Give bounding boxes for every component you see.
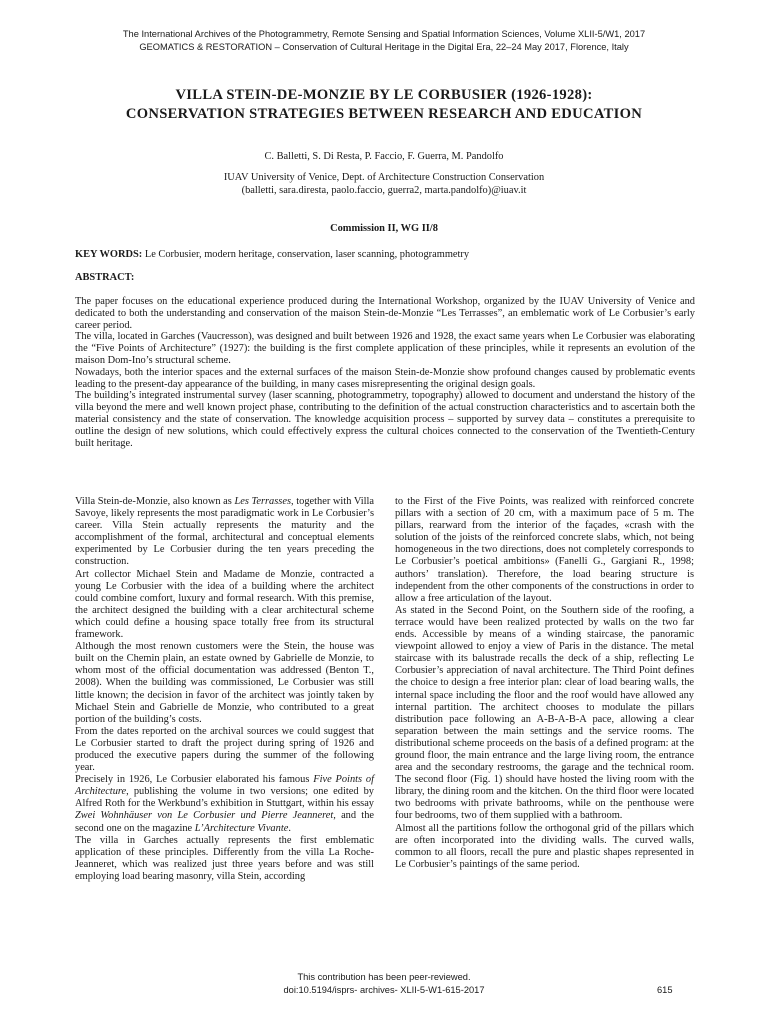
- body-paragraph: Almost all the partitions follow the orthogonal grid of the pillars which are often incorporated into the dividing walls. The curved walls, common to all floors, recall the pure and plastic shapes represented in Le Corbusier’s paintings of the same period.: [395, 822, 694, 870]
- affiliation: [0, 171, 768, 197]
- body-paragraph: As stated in the Second Point, on the Southern side of the roofing, a terrace would have been realized protected by walls on the two far ends. Accessible by means of a winding staircase, the panoramic viewpoint allowed to enjoy a view of Paris in the distance. The metal staircase with its balustrade recalls the deck of a ship, reflecting Le Corbusier’s appreciation of naval architecture. The Third Point defines the choice to design a free interior plan: clear of load bearing walls, the internal space including the floor and the roof would have allowed any internal partition. The architect chooses to modulate the pillars distribution pace following an A-B-A-B-A pace, allowing a clear separation between the main settings and the service rooms. The distributional scheme proceeds on the basis of a defined program: at the ground floor, the main entrance and the large living room, the entrance area and the secondary restrooms, the garage and the technical room. The second floor (Fig. 1) should have hosted the living room with the library, the dining room and the kitchen. On the third floor were located two bedrooms with private bathrooms, while on the penthouse were four bedrooms, two of them supplied with a bathroom.: [395, 604, 694, 822]
- commission-label: Commission II, WG II/8: [330, 223, 438, 234]
- body-paragraph: The villa in Garches actually represents the first emblematic application of these principles. Differently from the villa La Roche-Jeanneret, which was realized just three years before and was still employing load bearing masonry, villa Stein, according: [75, 834, 374, 882]
- page-footer: [0, 971, 768, 997]
- header-line-2: GEOMATICS & RESTORATION – Conservation of Cultural Heritage in the Digital Era, 22–24 May 2017, Florence, Italy: [139, 41, 629, 52]
- body-paragraph: Although the most renown customers were the Stein, the house was built on the Chemin plain, an estate owned by Gabrielle de Monzie, to whom most of the official documentation was addressed (Benton T., 2008). When the building was commissioned, Le Corbusier was still little known; the decision in favor of the architect was jointly taken by Michael Stein and Gabrielle de Monzie, who contributed to a great portion of the building’s costs.: [75, 641, 374, 725]
- page-number: 615: [657, 985, 673, 995]
- doi-link[interactable]: doi:10.5194/isprs- archives- XLII-5-W1-615-2017: [283, 984, 485, 995]
- body-paragraph: Villa Stein-de-Monzie, also known as Les Terrasses, together with Villa Savoye, likely represents the most paradigmatic work in Le Corbusier’s career. Villa Stein actually represents the maturity and the accomplishment of the formal, architectural and conceptual elements experimented by Le Corbusier during the ten years preceding the construction.: [75, 496, 374, 568]
- keywords-text: Le Corbusier, modern heritage, conservation, laser scanning, photogrammetry: [144, 249, 470, 260]
- author-list: C. Balletti, S. Di Resta, P. Faccio, F. Guerra, M. Pandolfo: [264, 151, 504, 162]
- paper-title: [0, 86, 768, 124]
- peer-review-note: This contribution has been peer-reviewed.: [297, 972, 471, 982]
- keywords-label: KEY WORDS:: [75, 249, 143, 260]
- running-header: [0, 28, 768, 53]
- abstract-paragraph-3: Nowadays, both the interior spaces and the external surfaces of the maison Stein-de-Monzie show profound changes caused by problematic events leading to the present-day appearance of the building, in many cases misrepresenting the original design goals.: [75, 366, 695, 390]
- affiliation-line-1: IUAV University of Venice, Dept. of Architecture Construction Conservation: [223, 172, 545, 183]
- abstract-heading: ABSTRACT:: [75, 272, 135, 283]
- abstract-paragraph-2: The villa, located in Garches (Vaucresson), was designed and built between 1926 and 1928, the exact same years when Le Corbusier was elaborating the “Five Points of Architecture” (1927): the building is the first complete application of these principles, while it represents an evolution of the maison Dom-Ino’s structural scheme.: [75, 331, 695, 366]
- abstract-paragraph-4: The building’s integrated instrumental survey (laser scanning, photogrammetry, topography) allowed to document and understand the history of the villa beyond the mere and well known project phase, contributing to the definition of the actual construction characteristics and to ascertain both the material consistency and the state of conservation. The knowledge acquisition process – supported by survey data – constitutes a prerequisite to outline the design of new solutions, which could effectively express the cultural choices connected to the conservation of the Twentieth-Century built heritage.: [75, 390, 695, 449]
- body-column-right: [395, 496, 694, 871]
- abstract-paragraph-1: The paper focuses on the educational experience produced during the International Workshop, organized by the IUAV University of Venice and dedicated to both the understanding and conservation of the maison Stein-de-Monzie “Les Terrasses”, an emblematic work of Le Corbusier’s early career period.: [75, 296, 695, 331]
- keywords: [75, 248, 695, 261]
- title-line-2: CONSERVATION STRATEGIES BETWEEN RESEARCH AND EDUCATION: [125, 106, 643, 122]
- body-paragraph: to the First of the Five Points, was realized with reinforced concrete pillars with a section of 20 cm, with a maximum pace of 5 m. The pillars, rearward from the interior of the façades, «crash with the solution of the joists of the reinforced concrete slabs, which, not being homogeneous in the two directions, does not completely corresponds to Le Corbusier’s poetical ambitions» (Fanelli G., Gargiani R., 1998; authors’ translation). Therefore, the load bearing structure is independent from the other components of the constructions in order to allow a free articulation of the layout.: [395, 496, 694, 604]
- body-paragraph: From the dates reported on the archival sources we could suggest that Le Corbusier started to draft the project during spring of 1926 and produced the executive papers during the summer of the following year.: [75, 725, 374, 774]
- affiliation-emails: (balletti, sara.diresta, paolo.faccio, guerra2, marta.pandolfo)@iuav.it: [241, 185, 527, 196]
- header-line-1: The International Archives of the Photogrammetry, Remote Sensing and Spatial Information Sciences, Volume XLII-5/W1, 2017: [122, 29, 646, 39]
- body-column-left: [75, 496, 374, 883]
- title-line-1: VILLA STEIN-DE-MONZIE BY LE CORBUSIER (1926-1928):: [175, 87, 593, 103]
- body-paragraph: Precisely in 1926, Le Corbusier elaborated his famous Five Points of Architecture, publishing the volume in two versions; one edited by Alfred Roth for the Werkbund’s exhibition in Stuttgart, within his essay Zwei Wohnhäuser von Le Corbusier und Pierre Jeanneret, and the second one on the magazine L’Architecture Vivante.: [75, 774, 374, 834]
- body-paragraph: Art collector Michael Stein and Madame de Monzie, contracted a young Le Corbusier with the idea of a building where the architect could combine comfort, luxury and formal research. With this premise, the architect designed the building with a clear architectural scheme which could define a housing space totally free from its structural framework.: [75, 568, 374, 641]
- abstract-text: [75, 296, 695, 449]
